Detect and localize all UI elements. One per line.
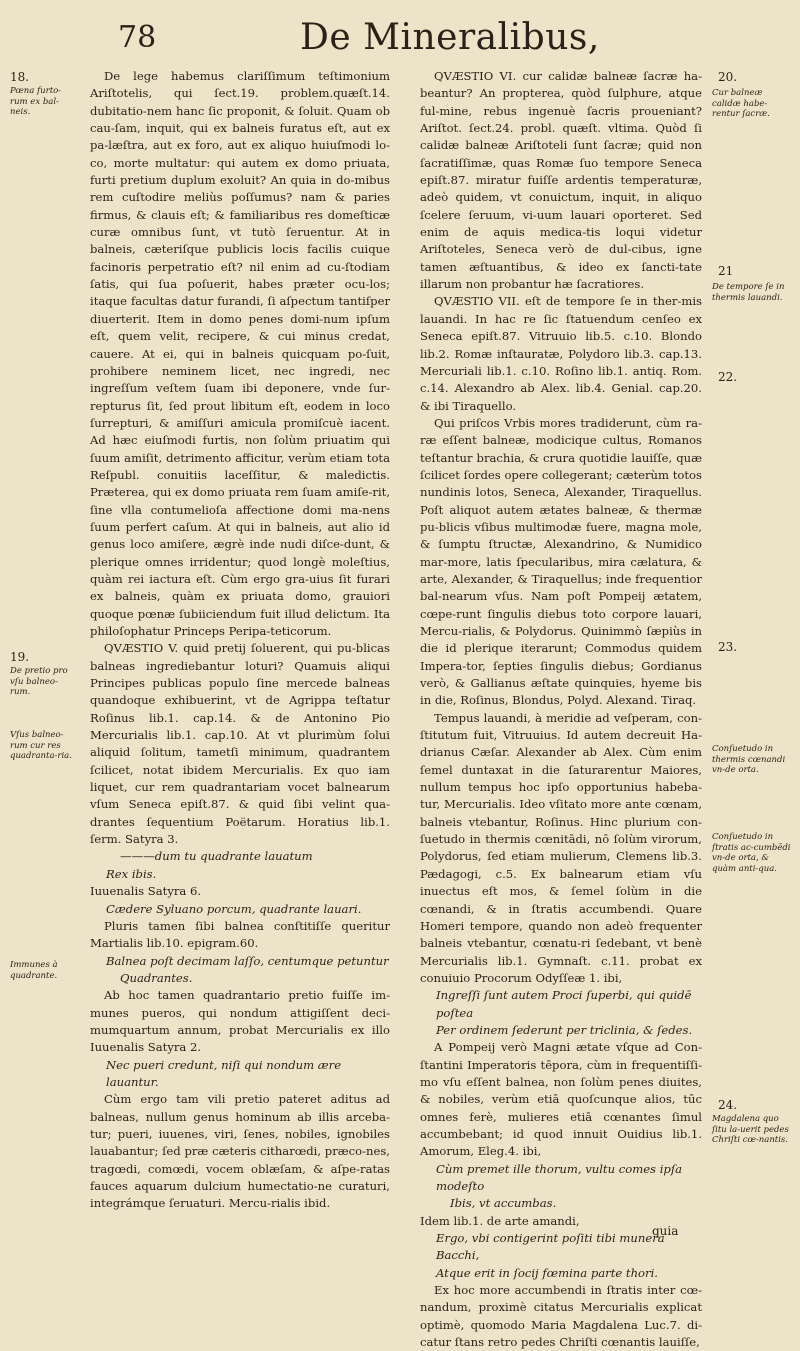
margin-number: 24. <box>718 1098 738 1112</box>
margin-note: Cur balneæ calidæ habe-rentur ſacræ. <box>712 88 770 119</box>
verse-line: Cùm premet ille thorum, vultu comes ipſa modeſto <box>436 1161 683 1193</box>
paragraph: De lege habemus clariſſimum teſtimonium Ariſtotelis, qui ſect.19. problem.quæſt.14. dubitatio-nem hanc ſic proponit, & ſoluit. Quam ob cau-ſam, inquit, qui ex balneis furatus eſt, aut ex pa-læſtra, aut ex foro, aut ex aliquo huiuſmodi lo-co, morte multatur: qui autem ex domo priuata, furti pretium duplum exoluit? An quia in do-mibus rem cuſtodire meliùs poſſumus? nam & paries firmus, & clauis eſt; & familiaribus res domeſticæ curæ omnibus ſunt, vt tutò ſeruentur. At in balneis, cæteriſque publicis locis facilis cuique facinoris perpetratio eſt? nil enim ad cu-ſtodiam ſatis, qui ſua poſuerit, habes præter ocu-los; itaque facultas datur furandi, ſi aſpectum tantiſper diuerterit. Item in domo penes domi-num ipſum eſt, quem velit, recipere, & cui minus credat, cauere. At ei, qui in balneis quicquam po-ſuit, prohibere neminem licet, nec ingredi, nec ingreſſum veſtem ſuam ibi deponere, vnde ſur-repturus ſit, ſed prout libitum eſt, eodem in loco ſurrepturi, & amiſſuri amicula promiſcuè iacent. Ad hæc eiuſmodi furtis, non ſolùm priuatim qui ſuum amiſit, detrimento afficitur, verùm etiam tota Reſpubl. conuitiis laceſſitur, & maledictis. Præterea, qui ex domo priuata rem ſuam amiſe-rit, ſine vlla contumelioſa affectione domi ma-nens ſuum perfert caſum. At qui in balneis, aut alio id genus loco amiſere, ægrè inde nudi diſce-dunt, & plerique omnes irridentur; quod longè moleſtius, quàm rei iactura eſt. Cùm ergo gra-uius ſit furari ex balneis, quàm ex priuata domo, grauiori quoque pœnæ ſubiiciendum fuit illud delictum. Ita philoſophatur Princeps Peripa-teticorum. <box>90 69 390 638</box>
paragraph: A Pompeij verò Magni ætate vſque ad Con-ſtantini Imperatoris tēpora, cùm in frequentiſſi-mo vſu eſſent balnea, non ſolùm penes diuites, & nobiles, verùm etiā quoſcunque alios, tūc omnes ferè, mulieres etiā cœnantes ſimul accumbebant; id quod innuit Ouidius lib.1. Amorum, Eleg.4. ibi, <box>420 1040 702 1159</box>
verse-line: Cædere Syluano porcum, quadrante lauari. <box>106 901 362 916</box>
margin-number: 21 <box>718 264 734 278</box>
margin-note: Magdalena quo ſitu la-uerit pedes Chriſti cœ-nantis. <box>712 1114 789 1145</box>
margin-number: 18. <box>10 70 30 84</box>
verse-line: Nec pueri credunt, niſi qui nondum ære lauantur. <box>106 1057 342 1089</box>
right-column <box>420 68 702 1351</box>
margin-note: Immunes à quadrante. <box>10 960 58 981</box>
verse-line: Balnea poſt decimam laſſo, centumque petuntur <box>106 953 389 968</box>
paragraph: Ab hoc tamen quadrantario pretio fuiſſe im-munes pueros, qui nondum attigiſſent deci-mumquartum annum, probat Mercurialis ex illo Iuuenalis Satyra 2. <box>90 988 390 1055</box>
margin-note: Conſuetudo in thermis cœnandi vn-de orta. <box>712 744 786 775</box>
verse-line: ———dum tu quadrante lauatum <box>120 849 313 864</box>
running-head <box>0 18 800 66</box>
verse-line: Quadrantes. <box>120 970 193 985</box>
verse-line: Atque erit in ſocij fœmina parte thori. <box>436 1265 658 1280</box>
paragraph: Iuuenalis Satyra 6. <box>90 884 202 899</box>
verse-line: Ibis, vt accumbas. <box>450 1196 557 1211</box>
margin-number: 22. <box>718 370 738 384</box>
margin-note: De tempore ſe in thermis lauandi. <box>712 282 785 303</box>
verse-line: Per ordinem ſederunt per triclinia, & ſedes. <box>436 1022 693 1037</box>
paragraph: Pluris tamen ſibi balnea conſtitiſſe queritur Martialis lib.10. epigram.60. <box>90 918 390 951</box>
paragraph: Qui priſcos Vrbis mores tradiderunt, cùm ra-ræ eſſent balneæ, modicique cultus, Romanos teſtantur brachia, & crura quotidie lauiſſe, quæ ſcilicet ſordes opere collegerant; cæterùm totos nundinis lotos, Seneca, Alexander, Tiraquellus. Poſt aliquot autem ætates balneæ, & thermæ pu-blicis vſibus multimodæ fuere, magna mole, & ſumptu ſtructæ, Alexandrino, & Numidico mar-more, latis ſpecularibus, mira cælatura, & arte, Alexander, & Tiraquellus; inde frequentior bal-nearum vſus. Nam poſt Pompeij ætatem, cœpe-runt ſingulis diebus toto corpore lauari, Mercu-rialis, & Polydorus. Quinimmò ſæpiùs in die id plerique iterarunt; Commodus quidem Impera-tor, ſepties ſingulis diebus; Gordianus verò, & Gallianus æſtate quinquies, hyeme bis in die, Roſinus, Blondus, Polyd. Alexand. Tiraq. <box>420 415 702 708</box>
verse-line: Ingreſſi ſunt autem Proci ſuperbi, qui quidē poſtea <box>436 988 692 1020</box>
paragraph: Idem lib.1. de arte amandi, <box>420 1213 580 1228</box>
paragraph: QVÆSTIO V. quid pretij ſoluerent, qui pu-blicas balneas ingrediebantur loturi? Quamuis aliqui Principes publicas populo ſine mercede balneas quandoque exhibuerint, vt de Agrippa teſtatur Roſinus lib.1. cap.14. & de Antonino Pio Mercurialis lib.1. cap.10. At vt plurimùm ſolui aliquid ſolitum, tametſi minimum, quadrantem ſcilicet, notat ibidem Mercurialis. Ex quo iam liquet, cur rem quadrantariam vocet balnearum vſum Seneca epiſt.87. & quid ſibi velint qua-drantes ſequentium Poëtarum. Horatius lib.1. ſerm. Satyra 3. <box>90 641 390 847</box>
verse-line: Rex ibis. <box>106 866 157 881</box>
page-number: 78 <box>118 20 157 55</box>
paragraph: Cùm ergo tam vili pretio pateret aditus ad balneas, nullum genus hominum ab illis arceba-tur; pueri, iuuenes, viri, ſenes, nobiles, ignobiles lauabantur; ſed præ cæteris citharœdi, præco-nes, tragœdi, comœdi, vocem oblæſam, & aſpe-ratas fauces aquarum dulcium humectatio-ne curaturi, integrámque ſeruaturi. Mercu-rialis ibid. <box>90 1092 390 1211</box>
running-title: De Mineralibus, <box>300 17 600 58</box>
margin-number: 20. <box>718 70 738 84</box>
margin-note: Vſus balneo-rum cur res quadranta-ria. <box>10 730 72 761</box>
margin-note: Conſuetudo in ſtratis ac-cumbēdi vn-de orta, & quàm anti-qua. <box>712 832 791 874</box>
margin-note: Pœna furto-rum ex bal-neis. <box>10 86 62 117</box>
margin-number: 23. <box>718 640 738 654</box>
paragraph: Tempus lauandi, à meridie ad veſperam, con-ſtitutum fuit, Vitruuius. Id autem decreuit Ha-drianus Cæſar. Alexander ab Alex. Cùm enim ſemel duntaxat in die ſaturarentur Maiores, nullum tempus hoc ipſo opportunius habeba-tur, Mercurialis. Ideo vſitato more ante cœnam, balneis vtebantur, Roſinus. Hinc plurium con-ſuetudo in thermis cœnitādi, nō ſolùm virorum, Polydorus, ſed etiam mulierum, Clemens lib.3. Pædagogi, c.5. Ex balnearum etiam vſu inuectus eſt mos, & ſemel ſolùm in die cœnandi, & in ſtratis accumbendi. Quare Homeri tempore, quando non adeò frequenter balneis vtebantur, cœnatu-ri ſedebant, vt benè Mercurialis lib.1. Gymnaſt. c.11. probat ex conuiuio Procorum Odyſſeæ 1. ibi, <box>420 710 702 985</box>
margin-note: De pretio pro vſu balneo-rum. <box>10 666 68 697</box>
verse-line: Ergo, vbi contigerint poſiti tibi munera Bacchi, <box>436 1231 665 1263</box>
paragraph: QVÆSTIO VI. cur calidæ balneæ ſacræ ha-beantur? An propterea, quòd ſulphure, atque ful-mine, rebus ingenuè ſacris proueniant? Ariſtot. ſect.24. probl. quæſt. vltima. Quòd ſi calidæ balneæ Ariſtoteli ſunt ſacræ; quid non ſacratiſſimæ, quas Romæ ſuo tempore Seneca epiſt.87. miratur fuiſſe ardentis temperaturæ, adeò quidem, vt conuictum, inquit, in aliquo ſcelere ſeruum, vi-uum lauari oporteret. Sed enim de aquis medica-tis loqui videtur Ariſtoteles, Seneca verò de dul-cibus, igne tamen æſtuantibus, & ideo ex ſancti-tate illarum non probantur hæ ſacratiores. <box>420 69 702 292</box>
paragraph: QVÆSTIO VII. eſt de tempore ſe in ther-mis lauandi. In hac re ſic ſtatuendum cenſeo ex Seneca epiſt.87. Vitruuio lib.5. c.10. Blondo lib.2. Romæ inſtauratæ, Polydoro lib.3. cap.13. Mercuriali lib.1. c.10. Roſino lib.1. antiq. Rom. c.14. Alexandro ab Alex. lib.4. Genial. cap.20. & ibi Tiraquello. <box>420 294 702 413</box>
catchword: quia <box>652 1224 679 1238</box>
margin-number: 19. <box>10 650 30 664</box>
left-column <box>90 68 390 1213</box>
paragraph: Ex hoc more accumbendi in ſtratis inter cœ-nandum, proximè citatus Mercurialis explicat optimè, quomodo Maria Magdalena Luc.7. di-catur ſtans retro pedes Chriſti cœnantis lauiſſe, <box>420 1283 702 1350</box>
